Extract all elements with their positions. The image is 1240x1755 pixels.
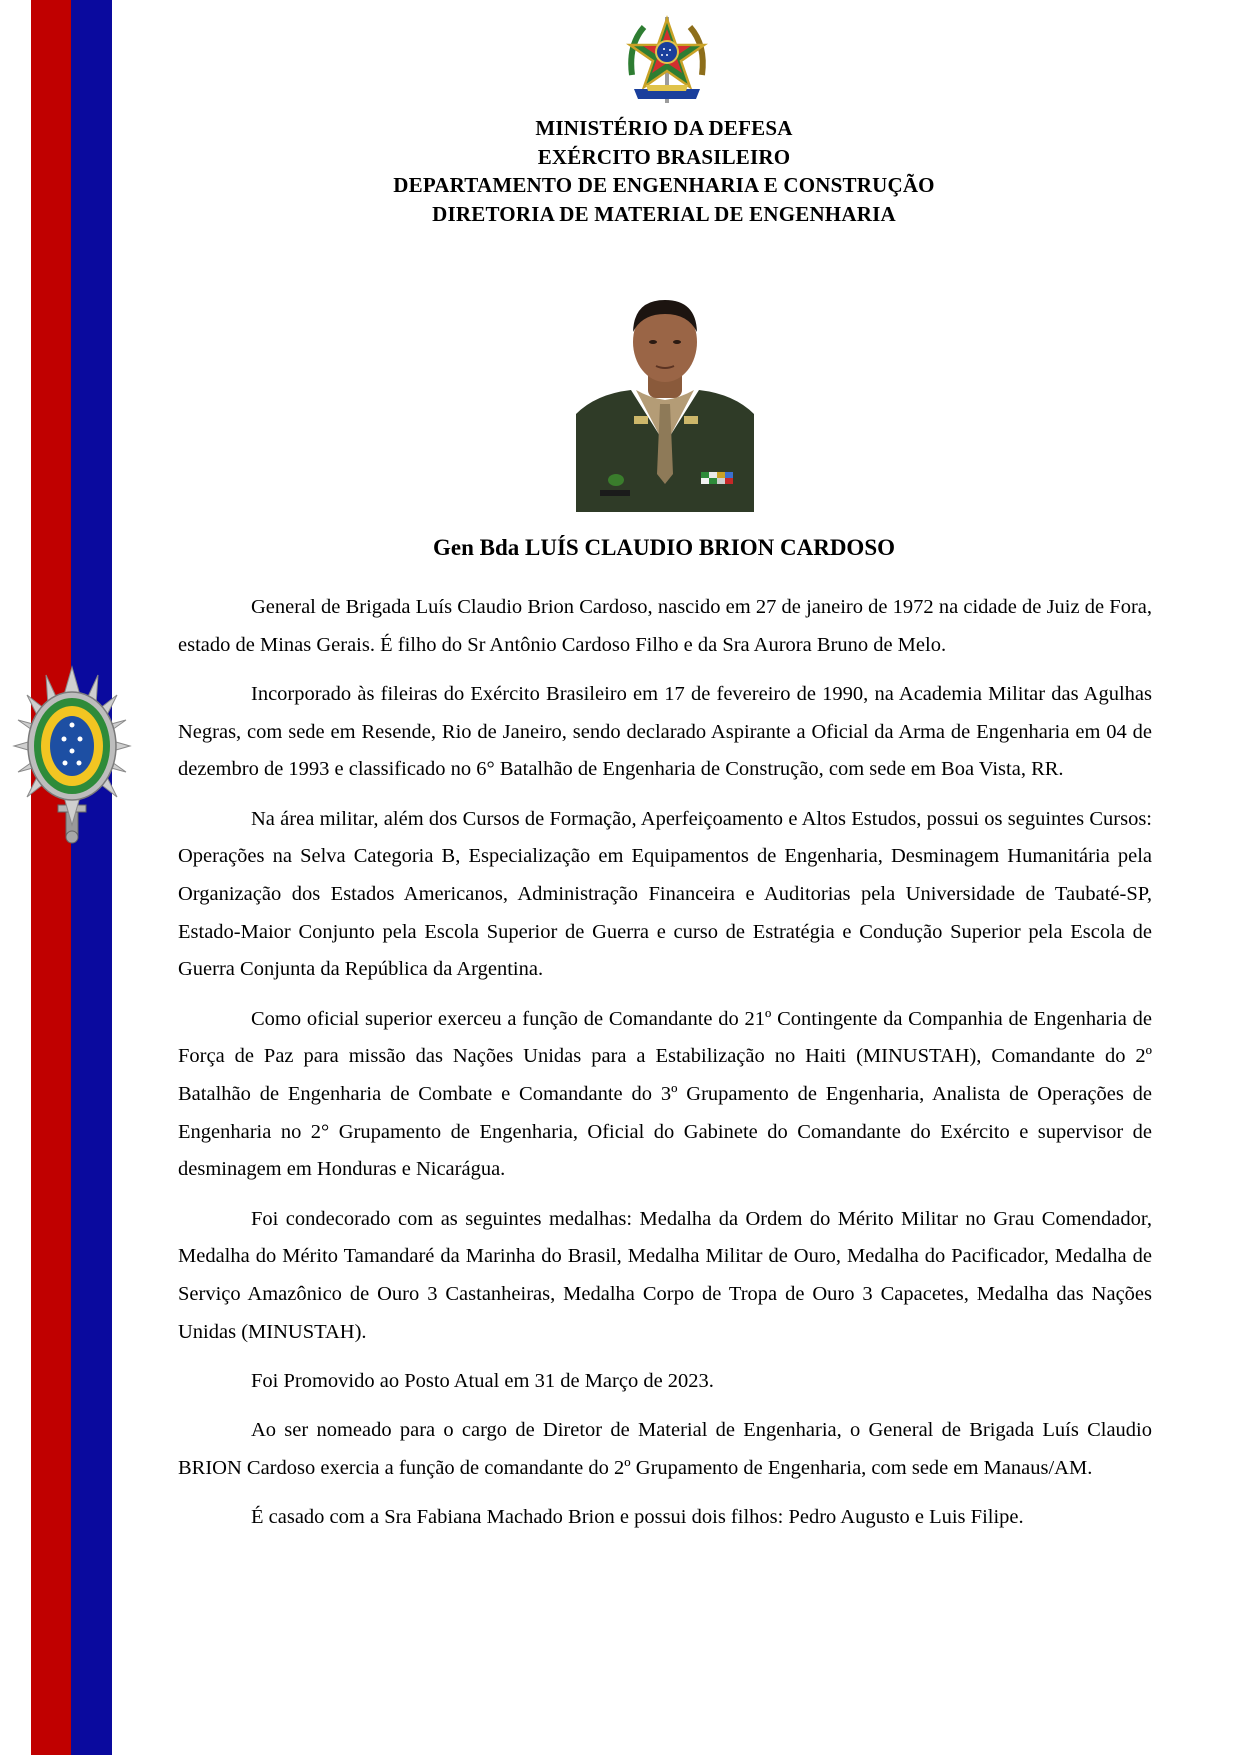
paragraph-appointment: Ao ser nomeado para o cargo de Diretor de Material de Engenharia, o General de Brigada Luís Claudio BRION Cardoso exercia a função de comandante do 2º Grupamento de Engenharia, com sede em Manaus/AM. <box>178 1419 1152 1479</box>
paragraph-birth: General de Brigada Luís Claudio Brion Cardoso, nascido em 27 de janeiro de 1972 na cidade de Juiz de Fora, estado de Minas Gerais. É filho do Sr Antônio Cardoso Filho e da Sra Aurora Bruno de Melo. <box>178 596 1152 656</box>
paragraph-incorporation: Incorporado às fileiras do Exército Brasileiro em 17 de fevereiro de 1990, na Academia Militar das Agulhas Negras, com sede em Resende, Rio de Janeiro, sendo declarado Aspirante a Oficial da Arma de Engenharia em 04 de dezembro de 1993 e classificado no 6° Batalhão de Engenharia de Construção, com sede em Boa Vista, RR. <box>178 682 1152 781</box>
header-department: DEPARTAMENTO DE ENGENHARIA E CONSTRUÇÃO <box>393 173 935 197</box>
paragraph-medals: Foi condecorado com as seguintes medalhas: Medalha da Ordem do Mérito Militar no Grau Comendador, Medalha do Mérito Tamandaré da Marinha do Brasil, Medalha Militar de Ouro, Medalha do Pacificador, Medalha de Serviço Amazônico de Ouro 3 Castanheiras, Medalha Corpo de Tropa de Ouro 3 Capacetes, Medalha das Nações Unidas (MINUSTAH). <box>178 1207 1152 1343</box>
left-red-stripe <box>31 0 71 1755</box>
header-army: EXÉRCITO BRASILEIRO <box>537 144 791 169</box>
paragraph-commands: Como oficial superior exerceu a função de Comandante do 21º Contingente da Companhia de Engenharia de Força de Paz para missão das Nações Unidas para a Estabilização no Haiti (MINUSTAH), Comandante do 2º Batalhão de Engenharia de Combate e Comandante do 3º Grupamento de Engenharia, Analista de Operações de Engenharia no 2° Grupamento de Engenharia, Oficial do Gabinete do Comandante do Exército e supervisor de desminagem em Honduras e Nicarágua. <box>178 1007 1152 1181</box>
paragraph-family: É casado com a Sra Fabiana Machado Brion e possui dois filhos: Pedro Augusto e Luis Filipe. <box>251 1505 1024 1528</box>
header-ministry: MINISTÉRIO DA DEFESA <box>535 116 793 140</box>
document-header <box>178 114 1150 228</box>
general-portrait <box>576 294 754 512</box>
header-directorate: DIRETORIA DE MATERIAL DE ENGENHARIA <box>432 201 896 226</box>
brazil-coat-of-arms-icon <box>624 15 710 107</box>
paragraph-courses: Na área militar, além dos Cursos de Formação, Aperfeiçoamento e Altos Estudos, possui os seguintes Cursos: Operações na Selva Categoria B, Especialização em Equipamentos de Engenharia, Desminagem Humanitária pela Organização dos Estados Americanos, Administração Financeira e Auditorias pela Universidade de Taubaté-SP, Estado-Maior Conjunto pela Escola Superior de Guerra e curso de Estratégia e Condução Superior pela Escola de Guerra Conjunta da República da Argentina. <box>178 807 1152 981</box>
general-name-title: Gen Bda LUÍS CLAUDIO BRION CARDOSO <box>433 535 895 560</box>
paragraph-promotion: Foi Promovido ao Posto Atual em 31 de Março de 2023. <box>251 1369 714 1392</box>
biography-body <box>178 589 1152 1548</box>
left-blue-stripe <box>71 0 112 1755</box>
army-emblem-icon <box>12 665 132 845</box>
